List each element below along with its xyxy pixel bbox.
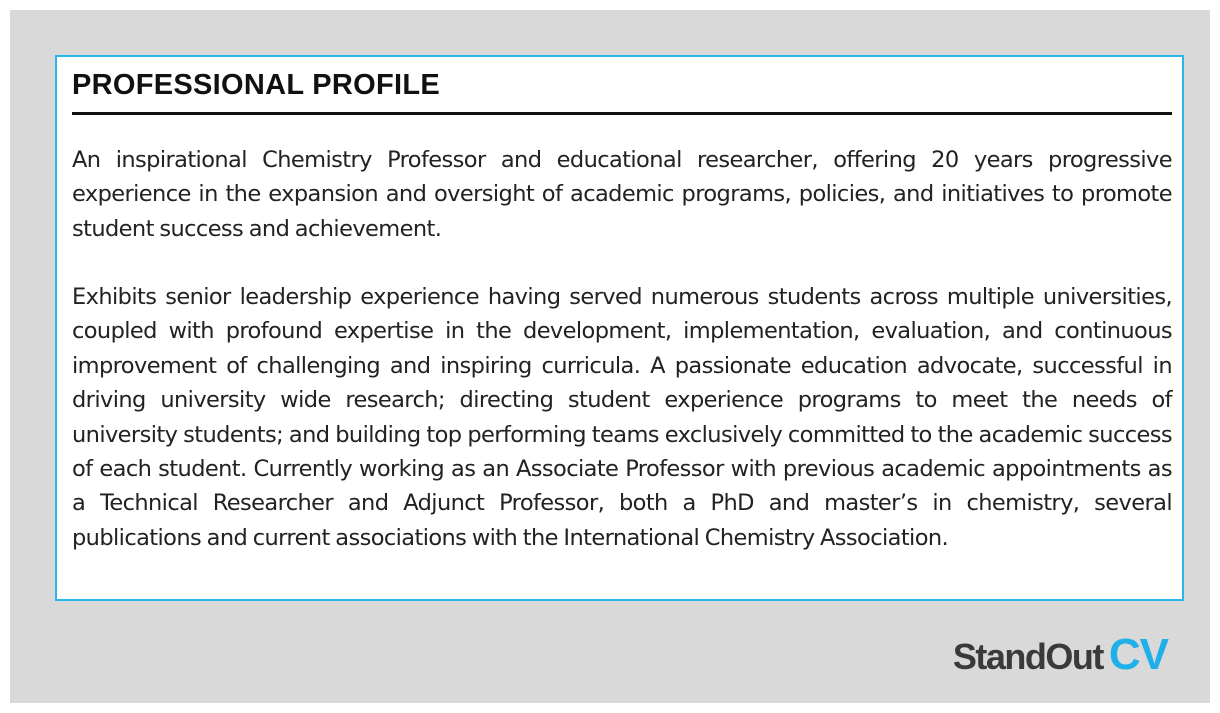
- profile-card: [55, 55, 1184, 601]
- heading-divider: [72, 112, 1172, 115]
- section-heading: PROFESSIONAL PROFILE: [72, 69, 441, 101]
- brand-logo: [953, 630, 1168, 680]
- profile-paragraph-2: Exhibits senior leadership experience having served numerous students across multiple universities, coupled with profound expertise in the development, implementation, evaluation, and continuous improvement of challenging and inspiring curricula. A passionate education advocate, successful in driving university wide research; directing student experience programs to meet the needs of university students; and building top performing teams exclusively committed to the academic success of each student. Currently working as an Associate Professor with previous academic appointments as a Technical Researcher and Adjunct Professor, both a PhD and master’s in chemistry, several publications and current associations with the International Chemistry Association.: [72, 284, 1172, 551]
- logo-text-main: StandOut: [952, 636, 1103, 677]
- profile-paragraph-1: An inspirational Chemistry Professor and educational researcher, offering 20 years progressive experience in the expansion and oversight of academic programs, policies, and initiatives to promote student success and achievement.: [72, 147, 1172, 242]
- page-background: [10, 10, 1210, 703]
- logo-text-accent: CV: [1108, 630, 1168, 679]
